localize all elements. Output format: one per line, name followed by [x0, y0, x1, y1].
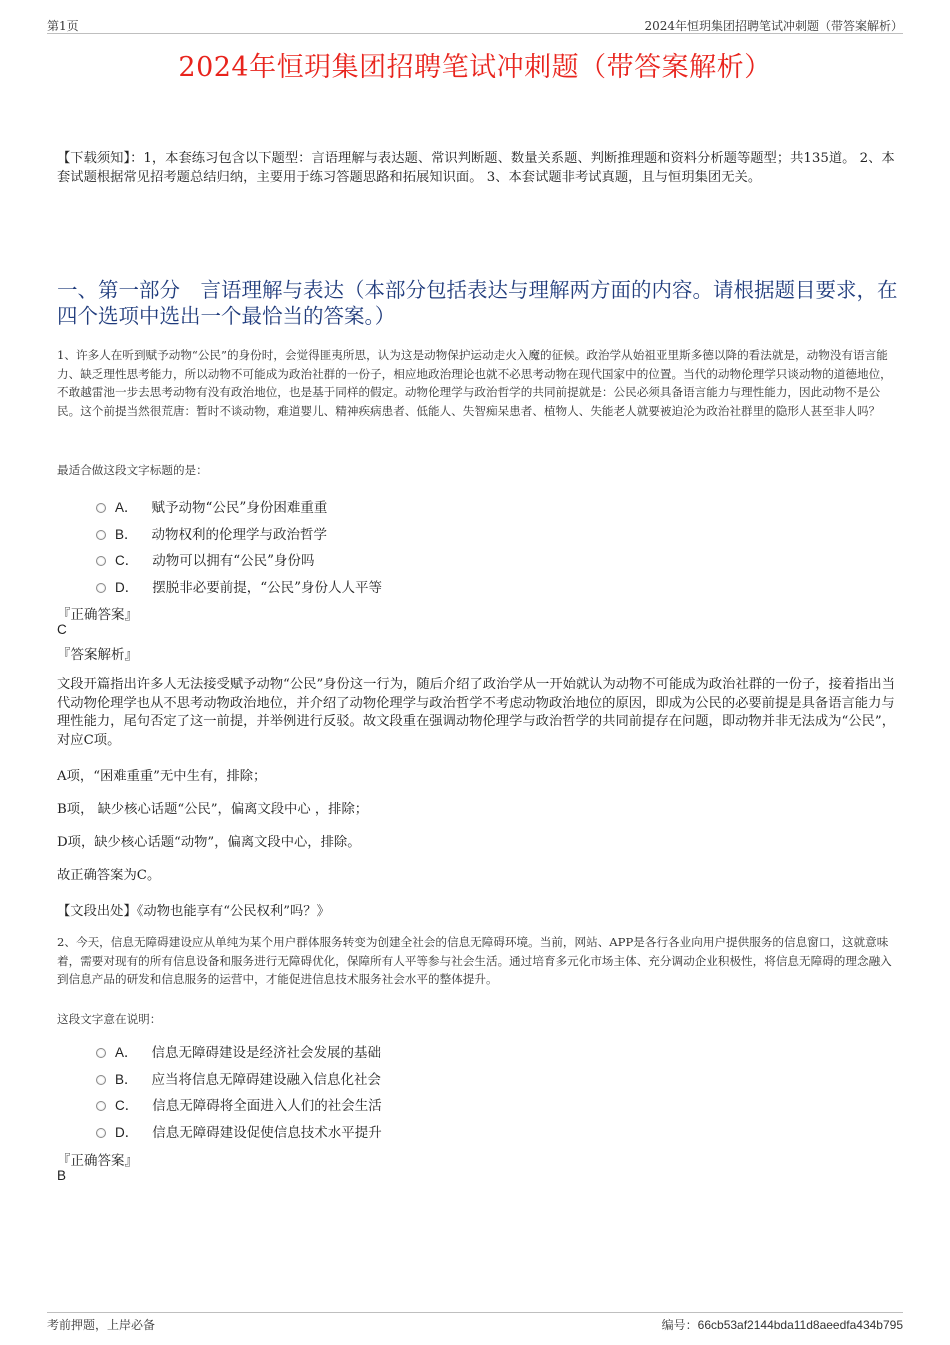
header-doc-title: 2024年恒玥集团招聘笔试冲刺题（带答案解析） [644, 19, 903, 33]
footer-code-label: 编号： [661, 1318, 698, 1332]
question-1-analysis: 文段开篇指出许多人无法接受赋予动物“公民”身份这一行为，随后介绍了政治学从一开始就认为动物不可能成为政治社群的一份子，接着指出当代动物伦理学也从不思考动物政治地位，并介绍了动物伦理学与政治哲学不考虑动物政治地位的原因，即成为公民的必要前提是具备语言能力与理性能力，尾句否定了这一前提，并举例进行反驳。故文段重在强调动物伦理学与政治哲学的共同前提存在问题，即动物并非无法成为“公民”，对应C项。 [57, 677, 895, 748]
question-2-options [96, 1038, 382, 1144]
question-1-options [96, 493, 382, 599]
question-2-option-b[interactable]: B． 应当将信息无障碍建设融入信息化社会 [96, 1065, 382, 1092]
question-1-analysis-b: B项， 缺少核心话题“公民”，偏离文段中心 ，排除； [57, 802, 369, 817]
question-2-answer: B [57, 1168, 67, 1183]
question-1-answer-label: 『正确答案』 [57, 607, 138, 623]
footer-slogan: 考前押题，上岸必备 [47, 1318, 156, 1332]
download-notice: 【下载须知】：1，本套练习包含以下题型：言语理解与表达题、常识判断题、数量关系题、判断推理题和资料分析题等题型；共135道。 2、本套试题根据常见招考题总结归纳，主要用于练习答题思路和拓展知识面。 3、本套试题非考试真题，且与恒玥集团无关。 [57, 151, 895, 185]
radio-button-icon[interactable] [96, 530, 106, 540]
question-1-answer: C [57, 622, 67, 637]
question-2-answer-label: 『正确答案』 [57, 1153, 138, 1169]
footer-code-value: 66cb53af2144bda11d8aeedfa434b795 [697, 1318, 903, 1332]
radio-button-icon[interactable] [96, 1128, 106, 1138]
question-1-option-b[interactable]: B． 动物权利的伦理学与政治哲学 [96, 520, 382, 547]
page-number: 第1页 [47, 19, 79, 33]
question-1-analysis-label: 『答案解析』 [57, 647, 138, 663]
section-heading: 一、第一部分 言语理解与表达（本部分包括表达与理解两方面的内容。请根据题目要求，在四个选项中选出一个最恰当的答案。） [57, 278, 898, 328]
question-1-conclusion: 故正确答案为C。 [57, 868, 161, 883]
question-1-analysis-a: A项，“困难重重”无中生有，排除； [57, 769, 267, 784]
radio-button-icon[interactable] [96, 583, 106, 593]
question-2-prompt: 这段文字意在说明： [57, 1012, 162, 1026]
radio-button-icon[interactable] [96, 1101, 106, 1111]
question-1-prompt: 最适合做这段文字标题的是： [57, 463, 208, 477]
footer-code [662, 1316, 903, 1333]
page-header [47, 16, 903, 34]
radio-button-icon[interactable] [96, 1075, 106, 1085]
question-1-option-d[interactable]: D． 摆脱非必要前提，“公民”身份人人平等 [96, 573, 382, 600]
document-title: 2024年恒玥集团招聘笔试冲刺题（带答案解析） [178, 52, 772, 83]
question-2-option-d[interactable]: D． 信息无障碍建设促使信息技术水平提升 [96, 1118, 382, 1145]
radio-button-icon[interactable] [96, 503, 106, 513]
page-footer [47, 1312, 903, 1332]
question-1-source: 【文段出处】《动物也能享有“公民权利”吗？》 [57, 904, 330, 919]
question-2-option-c[interactable]: C． 信息无障碍将全面进入人们的社会生活 [96, 1091, 382, 1118]
question-1-text: 1、许多人在听到赋予动物“公民”的身份时，会觉得匪夷所思，认为这是动物保护运动走火入魔的征候。政治学从始祖亚里斯多德以降的看法就是，动物没有语言能力、缺乏理性思考能力，所以动物不可能成为政治社群的一份子，相应地政治理论也就不必思考动物在现代国家中的位置。当代的动物伦理学只谈动物的道德地位，不敢越雷池一步去思考动物有没有政治地位，也是基于同样的假定。动物伦理学与政治哲学的共同前提就是：公民必须具备语言能力与理性能力，因此动物不是公民。这个前提当然很荒唐：暂时不谈动物，难道婴儿、精神疾病患者、低能人、失智痴呆患者、植物人、失能老人就要被迫沦为政治社群里的隐形人甚至非人吗？ [57, 348, 892, 418]
question-1-option-c[interactable]: C． 动物可以拥有“公民”身份吗 [96, 546, 382, 573]
question-2-text: 2、今天，信息无障碍建设应从单纯为某个用户群体服务转变为创建全社会的信息无障碍环境。当前，网站、APP是各行各业向用户提供服务的信息窗口，这就意味着，需要对现有的所有信息设备和服务进行无障碍优化，保障所有人平等参与社会生活。通过培育多元化市场主体、充分调动企业积极性，将信息无障碍的理念融入到信息产品的研发和信息服务的运营中，才能促进信息技术服务社会水平的整体提升。 [57, 935, 892, 986]
question-1-option-a[interactable]: A． 赋予动物“公民”身份困难重重 [96, 493, 382, 520]
radio-button-icon[interactable] [96, 556, 106, 566]
question-1-analysis-d: D项，缺少核心话题“动物”，偏离文段中心，排除。 [57, 835, 361, 850]
radio-button-icon[interactable] [96, 1048, 106, 1058]
question-2-option-a[interactable]: A． 信息无障碍建设是经济社会发展的基础 [96, 1038, 382, 1065]
